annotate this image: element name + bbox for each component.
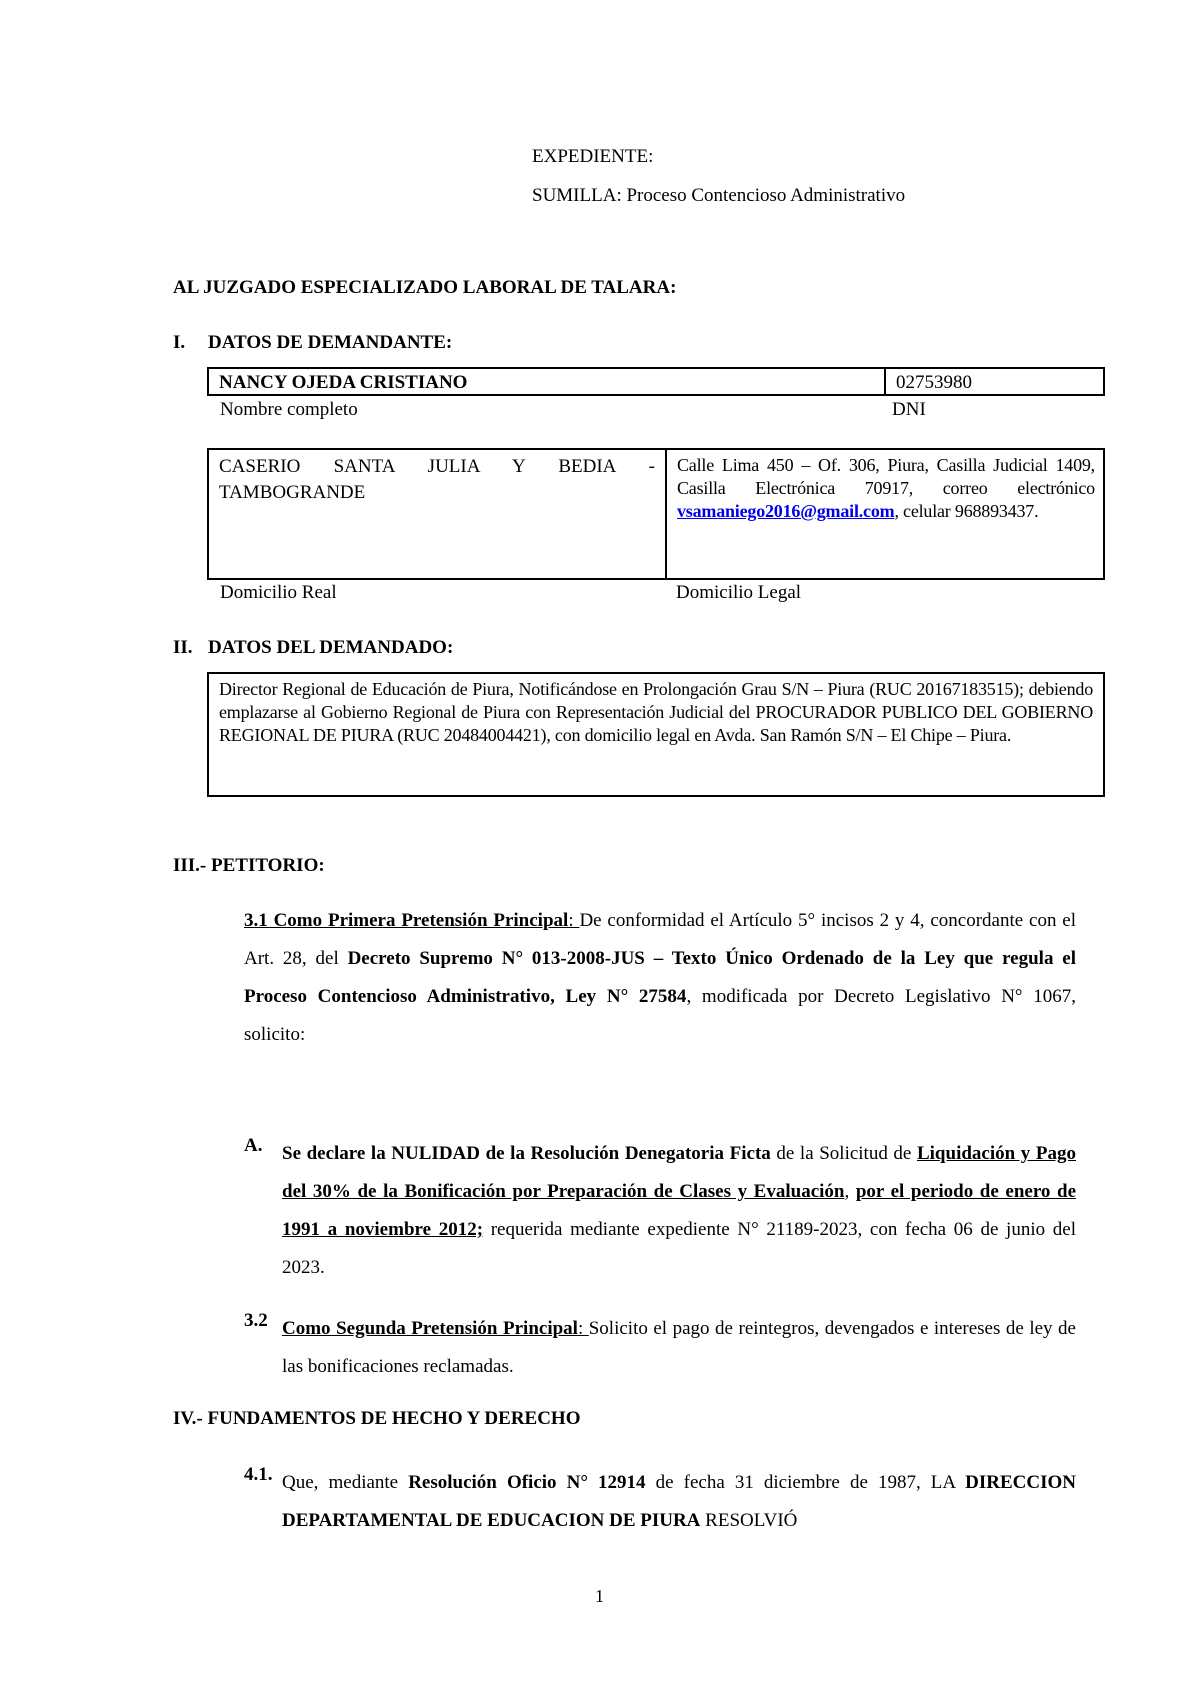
- plaintiff-name-table: [207, 367, 1105, 396]
- plaintiff-dni-value: 02753980: [896, 372, 972, 393]
- name-label: Nombre completo: [220, 399, 358, 420]
- item-a-letter: A.: [244, 1135, 263, 1156]
- claim-3-1-label: 3.1 Como Primera Pretensión Principal: [244, 910, 569, 931]
- claim-3-2: Como Segunda Pretensión Principal: Solicito el pago de reintegros, devengados e intereses de ley de las bonificaciones reclamadas.: [282, 1318, 1076, 1377]
- domicilio-real-label: Domicilio Real: [220, 582, 337, 603]
- expediente-label: EXPEDIENTE:: [532, 146, 654, 167]
- section2-number: II.: [173, 637, 193, 658]
- domicilio-legal-label: Domicilio Legal: [676, 582, 802, 603]
- defendant-box: [207, 672, 1105, 797]
- email-link[interactable]: vsamaniego2016@gmail.com: [677, 501, 895, 521]
- section3-heading: III.- PETITORIO:: [173, 855, 325, 876]
- section1-number: I.: [173, 332, 186, 353]
- fact-4-1-number: 4.1.: [244, 1464, 273, 1485]
- section2-heading: DATOS DEL DEMANDADO:: [208, 637, 454, 658]
- dni-label: DNI: [892, 399, 926, 420]
- section4-heading: IV.- FUNDAMENTOS DE HECHO Y DERECHO: [173, 1408, 581, 1429]
- claim-3-1: 3.1 Como Primera Pretensión Principal: De conformidad el Artículo 5° incisos 2 y 4, concordante con el Art. 28, del Decreto Supremo N° 013-2008-JUS – Texto Único Ordenado de la Ley que regula el Proceso Contencioso Administrativo, Ley N° 27584, modificada por Decreto Legislativo N° 1067, solicito:: [244, 910, 1077, 1045]
- plaintiff-name-value: NANCY OJEDA CRISTIANO: [219, 372, 468, 393]
- domicilio-legal-value: Calle Lima 450 – Of. 306, Piura, Casilla Judicial 1409, Casilla Electrónica 70917, correo electrónico vsamaniego2016@gmail.com, celular 968893437.: [677, 455, 1095, 521]
- domicilio-real-value: CASERIO SANTA JULIA Y BEDIA - TAMBOGRANDE: [219, 456, 655, 503]
- addressee-heading: AL JUZGADO ESPECIALIZADO LABORAL DE TALARA:: [173, 277, 677, 298]
- item-a-text: Se declare la NULIDAD de la Resolución Denegatoria Ficta de la Solicitud de Liquidación y Pago del 30% de la Bonificación por Preparación de Clases y Evaluación, por el periodo de enero de 1991 a noviembre 2012; requerida mediante expediente N° 21189-2023, con fecha 06 de junio del 2023.: [282, 1143, 1077, 1278]
- domicile-table: [207, 448, 1105, 580]
- fact-4-1: Que, mediante Resolución Oficio N° 12914 de fecha 31 diciembre de 1987, LA DIRECCION DEPARTAMENTAL DE EDUCACION DE PIURA RESOLVIÓ: [282, 1472, 1076, 1531]
- sumilla-label: SUMILLA: Proceso Contencioso Administrativo: [532, 185, 906, 206]
- defendant-text: Director Regional de Educación de Piura, Notificándose en Prolongación Grau S/N – Piura (RUC 20167183515); debiendo emplazarse al Gobierno Regional de Piura con Representación Judicial del PROCURADOR PUBLICO DEL GOBIERNO REGIONAL DE PIURA (RUC 20484004421), con domicilio legal en Avda. San Ramón S/N – El Chipe – Piura.: [219, 679, 1093, 745]
- section1-heading: DATOS DE DEMANDANTE:: [208, 332, 453, 353]
- claim-3-2-number: 3.2: [244, 1310, 268, 1331]
- claim-3-2-label: Como Segunda Pretensión Principal: [282, 1318, 578, 1339]
- page-number: 1: [595, 1586, 604, 1606]
